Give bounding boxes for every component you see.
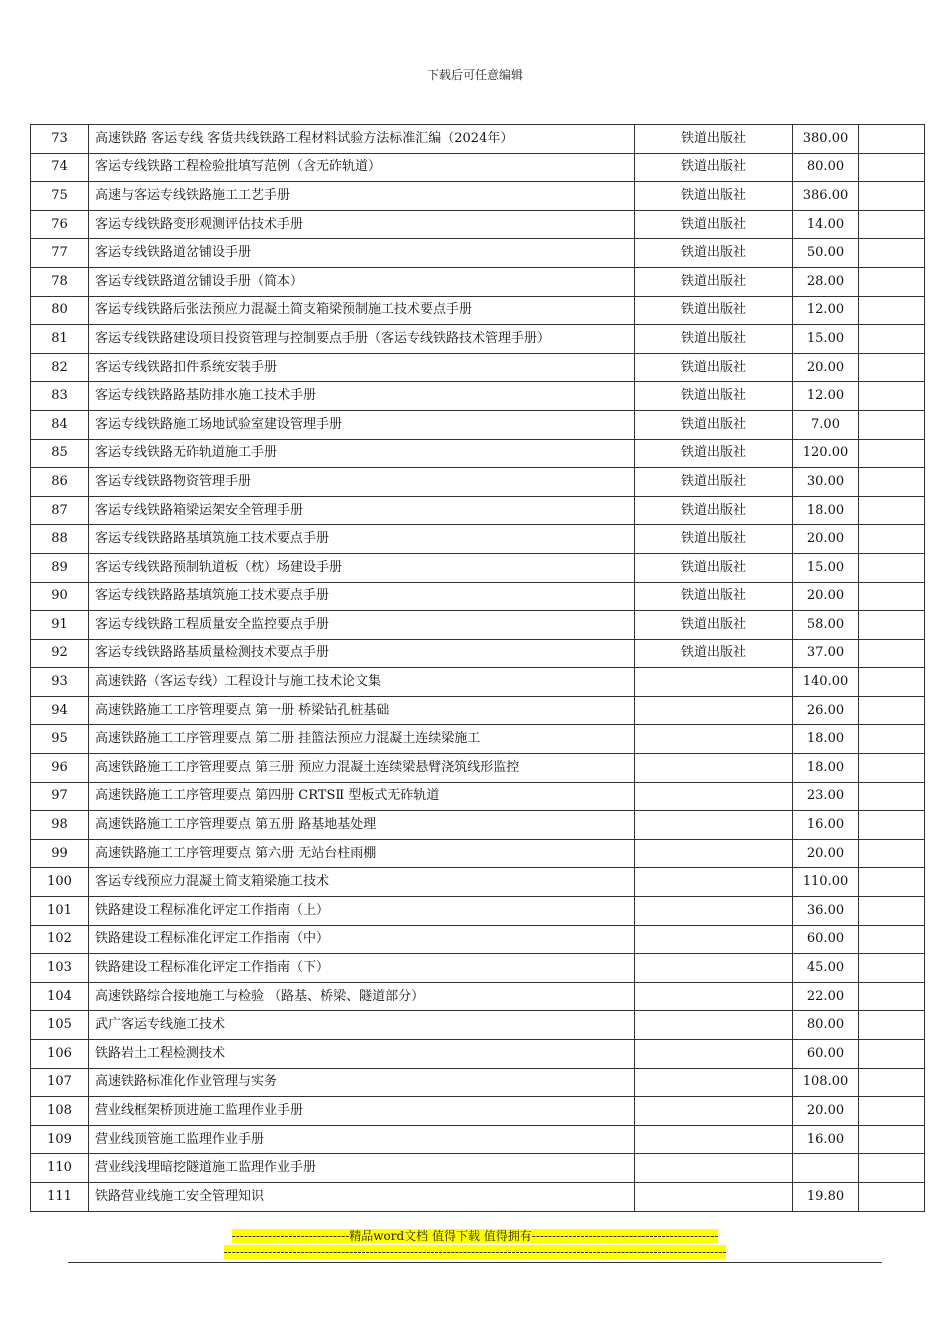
- row-number-cell: 82: [31, 353, 89, 382]
- row-number-cell: 98: [31, 811, 89, 840]
- book-title-cell: 客运专线铁路工程检验批填写范例（含无砟轨道）: [89, 153, 635, 182]
- remark-cell: [859, 1125, 925, 1154]
- price-cell: 140.00: [793, 668, 859, 697]
- book-title-cell: 客运专线铁路箱梁运架安全管理手册: [89, 496, 635, 525]
- table-row: [31, 1182, 925, 1211]
- publisher-cell: [635, 954, 793, 983]
- price-cell: 110.00: [793, 868, 859, 897]
- row-number-cell: 102: [31, 925, 89, 954]
- table-row: [31, 839, 925, 868]
- book-title-cell: 高速铁路施工工序管理要点 第六册 无站台柱雨棚: [89, 839, 635, 868]
- remark-cell: [859, 611, 925, 640]
- price-cell: 7.00: [793, 410, 859, 439]
- price-cell: 80.00: [793, 153, 859, 182]
- table-row: [31, 639, 925, 668]
- row-number-cell: 87: [31, 496, 89, 525]
- book-title-cell: 客运专线铁路预制轨道板（枕）场建设手册: [89, 553, 635, 582]
- publisher-cell: [635, 868, 793, 897]
- book-title-cell: 客运专线铁路道岔铺设手册: [89, 239, 635, 268]
- publisher-cell: 铁道出版社: [635, 468, 793, 497]
- remark-cell: [859, 439, 925, 468]
- publisher-cell: 铁道出版社: [635, 553, 793, 582]
- remark-cell: [859, 982, 925, 1011]
- row-number-cell: 106: [31, 1040, 89, 1069]
- remark-cell: [859, 1182, 925, 1211]
- price-cell: 60.00: [793, 1040, 859, 1069]
- remark-cell: [859, 639, 925, 668]
- page-header-note: 下载后可任意编辑: [426, 68, 523, 82]
- book-title-cell: 客运专线铁路道岔铺设手册（简本）: [89, 267, 635, 296]
- book-title-cell: 高速铁路施工工序管理要点 第三册 预应力混凝土连续梁悬臂浇筑线形监控: [89, 754, 635, 783]
- book-title-cell: 高速铁路综合接地施工与检验 （路基、桥梁、隧道部分）: [89, 982, 635, 1011]
- table-row: [31, 525, 925, 554]
- publisher-cell: [635, 1154, 793, 1183]
- book-title-cell: 客运专线铁路路基防排水施工技术手册: [89, 382, 635, 411]
- row-number-cell: 74: [31, 153, 89, 182]
- price-cell: 20.00: [793, 839, 859, 868]
- publisher-cell: 铁道出版社: [635, 410, 793, 439]
- price-cell: 26.00: [793, 696, 859, 725]
- price-cell: 50.00: [793, 239, 859, 268]
- footer-banner-line-1: -----------------------------精品word文档 值得下载 值得拥有----------------------------------------------: [231, 1229, 719, 1243]
- book-title-cell: 客运专线铁路扣件系统安装手册: [89, 353, 635, 382]
- table-row: [31, 267, 925, 296]
- book-title-cell: 铁路建设工程标准化评定工作指南（下）: [89, 954, 635, 983]
- remark-cell: [859, 1040, 925, 1069]
- book-title-cell: 铁路岩土工程检测技术: [89, 1040, 635, 1069]
- publisher-cell: [635, 725, 793, 754]
- table-row: [31, 125, 925, 154]
- table-row: [31, 1125, 925, 1154]
- remark-cell: [859, 1011, 925, 1040]
- remark-cell: [859, 1097, 925, 1126]
- price-cell: 60.00: [793, 925, 859, 954]
- book-title-cell: 铁路营业线施工安全管理知识: [89, 1182, 635, 1211]
- table-row: [31, 210, 925, 239]
- table-row: [31, 925, 925, 954]
- price-cell: 37.00: [793, 639, 859, 668]
- table-row: [31, 1068, 925, 1097]
- table-row: [31, 296, 925, 325]
- book-title-cell: 营业线浅埋暗挖隧道施工监理作业手册: [89, 1154, 635, 1183]
- book-title-cell: 铁路建设工程标准化评定工作指南（中）: [89, 925, 635, 954]
- row-number-cell: 90: [31, 582, 89, 611]
- book-title-cell: 客运专线铁路路基填筑施工技术要点手册: [89, 582, 635, 611]
- table-row: [31, 668, 925, 697]
- row-number-cell: 77: [31, 239, 89, 268]
- table-row: [31, 382, 925, 411]
- book-title-cell: 高速铁路 客运专线 客货共线铁路工程材料试验方法标准汇编（2024年）: [89, 125, 635, 154]
- row-number-cell: 88: [31, 525, 89, 554]
- remark-cell: [859, 839, 925, 868]
- price-cell: 22.00: [793, 982, 859, 1011]
- table-row: [31, 954, 925, 983]
- row-number-cell: 86: [31, 468, 89, 497]
- table-row: [31, 496, 925, 525]
- publisher-cell: 铁道出版社: [635, 611, 793, 640]
- publisher-cell: [635, 897, 793, 926]
- publisher-cell: [635, 811, 793, 840]
- book-title-cell: 客运专线铁路变形观测评估技术手册: [89, 210, 635, 239]
- row-number-cell: 92: [31, 639, 89, 668]
- book-title-cell: 客运专线预应力混凝土简支箱梁施工技术: [89, 868, 635, 897]
- remark-cell: [859, 897, 925, 926]
- table-row: [31, 1040, 925, 1069]
- footer-banner-line-2: ----------------------------------------------------------------------------------------------------------------------------: [223, 1245, 727, 1259]
- row-number-cell: 83: [31, 382, 89, 411]
- book-title-cell: 高速铁路施工工序管理要点 第五册 路基地基处理: [89, 811, 635, 840]
- price-cell: 18.00: [793, 496, 859, 525]
- price-cell: 16.00: [793, 1125, 859, 1154]
- row-number-cell: 84: [31, 410, 89, 439]
- remark-cell: [859, 811, 925, 840]
- price-cell: 14.00: [793, 210, 859, 239]
- publisher-cell: [635, 1011, 793, 1040]
- publisher-cell: [635, 782, 793, 811]
- book-title-cell: 客运专线铁路工程质量安全监控要点手册: [89, 611, 635, 640]
- book-title-cell: 高速铁路施工工序管理要点 第四册 CRTSⅡ 型板式无砟轨道: [89, 782, 635, 811]
- price-cell: 20.00: [793, 582, 859, 611]
- remark-cell: [859, 525, 925, 554]
- row-number-cell: 96: [31, 754, 89, 783]
- remark-cell: [859, 725, 925, 754]
- remark-cell: [859, 754, 925, 783]
- publisher-cell: [635, 1182, 793, 1211]
- publisher-cell: 铁道出版社: [635, 210, 793, 239]
- table-row: [31, 1097, 925, 1126]
- table-row: [31, 153, 925, 182]
- book-list-body: [31, 125, 925, 1212]
- remark-cell: [859, 582, 925, 611]
- price-cell: 380.00: [793, 125, 859, 154]
- row-number-cell: 99: [31, 839, 89, 868]
- book-title-cell: 铁路建设工程标准化评定工作指南（上）: [89, 897, 635, 926]
- remark-cell: [859, 296, 925, 325]
- publisher-cell: 铁道出版社: [635, 182, 793, 211]
- remark-cell: [859, 267, 925, 296]
- price-cell: 45.00: [793, 954, 859, 983]
- book-title-cell: 高速铁路（客运专线）工程设计与施工技术论文集: [89, 668, 635, 697]
- price-cell: 19.80: [793, 1182, 859, 1211]
- price-cell: 15.00: [793, 325, 859, 354]
- row-number-cell: 91: [31, 611, 89, 640]
- table-row: [31, 611, 925, 640]
- table-row: [31, 182, 925, 211]
- table-row: [31, 725, 925, 754]
- table-row: [31, 582, 925, 611]
- table-row: [31, 696, 925, 725]
- remark-cell: [859, 925, 925, 954]
- price-cell: 120.00: [793, 439, 859, 468]
- remark-cell: [859, 125, 925, 154]
- publisher-cell: 铁道出版社: [635, 325, 793, 354]
- book-title-cell: 营业线顶管施工监理作业手册: [89, 1125, 635, 1154]
- row-number-cell: 81: [31, 325, 89, 354]
- remark-cell: [859, 496, 925, 525]
- remark-cell: [859, 410, 925, 439]
- row-number-cell: 93: [31, 668, 89, 697]
- remark-cell: [859, 668, 925, 697]
- table-row: [31, 353, 925, 382]
- price-cell: 12.00: [793, 296, 859, 325]
- price-cell: [793, 1154, 859, 1183]
- publisher-cell: [635, 925, 793, 954]
- remark-cell: [859, 468, 925, 497]
- row-number-cell: 100: [31, 868, 89, 897]
- publisher-cell: [635, 1097, 793, 1126]
- table-row: [31, 897, 925, 926]
- book-title-cell: 高速铁路施工工序管理要点 第二册 挂篮法预应力混凝土连续梁施工: [89, 725, 635, 754]
- remark-cell: [859, 1068, 925, 1097]
- price-cell: 18.00: [793, 725, 859, 754]
- table-row: [31, 982, 925, 1011]
- remark-cell: [859, 382, 925, 411]
- publisher-cell: [635, 1040, 793, 1069]
- row-number-cell: 95: [31, 725, 89, 754]
- row-number-cell: 105: [31, 1011, 89, 1040]
- table-row: [31, 782, 925, 811]
- table-row: [31, 811, 925, 840]
- publisher-cell: 铁道出版社: [635, 496, 793, 525]
- table-row: [31, 868, 925, 897]
- row-number-cell: 89: [31, 553, 89, 582]
- table-row: [31, 325, 925, 354]
- book-title-cell: 客运专线铁路路基填筑施工技术要点手册: [89, 525, 635, 554]
- row-number-cell: 109: [31, 1125, 89, 1154]
- table-row: [31, 1154, 925, 1183]
- table-row: [31, 754, 925, 783]
- book-title-cell: 高速铁路标准化作业管理与实务: [89, 1068, 635, 1097]
- price-cell: 20.00: [793, 525, 859, 554]
- book-title-cell: 高速与客运专线铁路施工工艺手册: [89, 182, 635, 211]
- row-number-cell: 78: [31, 267, 89, 296]
- row-number-cell: 75: [31, 182, 89, 211]
- price-cell: 18.00: [793, 754, 859, 783]
- row-number-cell: 104: [31, 982, 89, 1011]
- publisher-cell: 铁道出版社: [635, 639, 793, 668]
- footer-banner: [0, 1228, 950, 1260]
- remark-cell: [859, 153, 925, 182]
- table-row: [31, 439, 925, 468]
- remark-cell: [859, 325, 925, 354]
- remark-cell: [859, 239, 925, 268]
- publisher-cell: 铁道出版社: [635, 353, 793, 382]
- price-cell: 16.00: [793, 811, 859, 840]
- price-cell: 23.00: [793, 782, 859, 811]
- price-cell: 36.00: [793, 897, 859, 926]
- table-row: [31, 410, 925, 439]
- publisher-cell: [635, 1068, 793, 1097]
- book-title-cell: 客运专线铁路建设项目投资管理与控制要点手册（客运专线铁路技术管理手册）: [89, 325, 635, 354]
- publisher-cell: [635, 668, 793, 697]
- price-cell: 20.00: [793, 353, 859, 382]
- price-cell: 108.00: [793, 1068, 859, 1097]
- publisher-cell: 铁道出版社: [635, 125, 793, 154]
- price-cell: 20.00: [793, 1097, 859, 1126]
- row-number-cell: 110: [31, 1154, 89, 1183]
- remark-cell: [859, 696, 925, 725]
- publisher-cell: [635, 1125, 793, 1154]
- publisher-cell: 铁道出版社: [635, 267, 793, 296]
- footer-divider: [68, 1262, 882, 1263]
- table-row: [31, 553, 925, 582]
- publisher-cell: 铁道出版社: [635, 382, 793, 411]
- book-title-cell: 客运专线铁路路基质量检测技术要点手册: [89, 639, 635, 668]
- price-cell: 80.00: [793, 1011, 859, 1040]
- row-number-cell: 76: [31, 210, 89, 239]
- remark-cell: [859, 210, 925, 239]
- publisher-cell: 铁道出版社: [635, 239, 793, 268]
- publisher-cell: 铁道出版社: [635, 582, 793, 611]
- price-cell: 58.00: [793, 611, 859, 640]
- price-cell: 30.00: [793, 468, 859, 497]
- book-title-cell: 武广客运专线施工技术: [89, 1011, 635, 1040]
- remark-cell: [859, 954, 925, 983]
- book-title-cell: 高速铁路施工工序管理要点 第一册 桥梁钻孔桩基础: [89, 696, 635, 725]
- remark-cell: [859, 353, 925, 382]
- remark-cell: [859, 868, 925, 897]
- row-number-cell: 85: [31, 439, 89, 468]
- row-number-cell: 97: [31, 782, 89, 811]
- row-number-cell: 103: [31, 954, 89, 983]
- table-row: [31, 1011, 925, 1040]
- remark-cell: [859, 553, 925, 582]
- book-title-cell: 客运专线铁路后张法预应力混凝土简支箱梁预制施工技术要点手册: [89, 296, 635, 325]
- publisher-cell: 铁道出版社: [635, 525, 793, 554]
- remark-cell: [859, 1154, 925, 1183]
- publisher-cell: 铁道出版社: [635, 296, 793, 325]
- book-title-cell: 营业线框架桥顶进施工监理作业手册: [89, 1097, 635, 1126]
- price-cell: 386.00: [793, 182, 859, 211]
- book-title-cell: 客运专线铁路施工场地试验室建设管理手册: [89, 410, 635, 439]
- publisher-cell: 铁道出版社: [635, 153, 793, 182]
- table-row: [31, 239, 925, 268]
- row-number-cell: 80: [31, 296, 89, 325]
- remark-cell: [859, 182, 925, 211]
- row-number-cell: 94: [31, 696, 89, 725]
- publisher-cell: [635, 754, 793, 783]
- book-title-cell: 客运专线铁路无砟轨道施工手册: [89, 439, 635, 468]
- publisher-cell: [635, 696, 793, 725]
- book-title-cell: 客运专线铁路物资管理手册: [89, 468, 635, 497]
- price-cell: 28.00: [793, 267, 859, 296]
- price-cell: 12.00: [793, 382, 859, 411]
- table-row: [31, 468, 925, 497]
- row-number-cell: 108: [31, 1097, 89, 1126]
- publisher-cell: 铁道出版社: [635, 439, 793, 468]
- row-number-cell: 73: [31, 125, 89, 154]
- price-cell: 15.00: [793, 553, 859, 582]
- remark-cell: [859, 782, 925, 811]
- row-number-cell: 101: [31, 897, 89, 926]
- publisher-cell: [635, 839, 793, 868]
- row-number-cell: 111: [31, 1182, 89, 1211]
- publisher-cell: [635, 982, 793, 1011]
- book-list-table: [30, 124, 925, 1212]
- row-number-cell: 107: [31, 1068, 89, 1097]
